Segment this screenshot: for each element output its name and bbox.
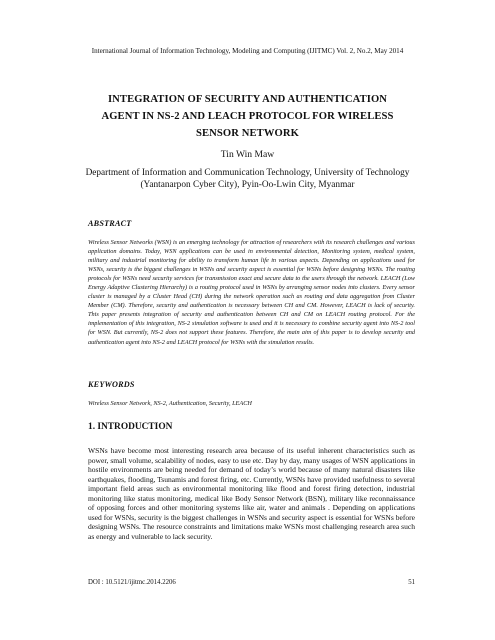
page-number: 51 bbox=[408, 579, 415, 586]
author-affiliation bbox=[82, 168, 413, 191]
footer-doi: DOI : 10.5121/ijitmc.2014.2206 bbox=[88, 579, 176, 586]
title-line-3: SENSOR NETWORK bbox=[196, 128, 299, 139]
abstract-heading: ABSTRACT bbox=[88, 219, 132, 228]
affiliation-line-1: Department of Information and Communication Technology, University of Technology bbox=[85, 168, 410, 178]
affiliation-line-2: (Yantanarpon Cyber City), Pyin-Oo-Lwin City, Myanmar bbox=[140, 179, 355, 190]
title-line-1: INTEGRATION OF SECURITY AND AUTHENTICATION bbox=[107, 94, 388, 105]
abstract-text: Wireless Sensor Networks (WSN) is an emerging technology for attraction of researchers with its research challenges and various application domains. Today, WSN applications can be used in environmental detection, Monitoring system, medical system, military and industrial monitoring for ability to transform human life in various aspects. Depending on applications used for WSNs, security is the biggest challenges in WSNs and security aspect is essential for WSNs before designing WSNs. The routing protocols for WSNs need security services for transmission exact and secure data to the users through the network. LEACH (Low Energy Adaptive Clustering Hierarchy) is a routing protocol used in WSNs by arranging sensor nodes into clusters. Every sensor cluster is managed by a Cluster Head (CH) during the network operation such as routing and data aggregation from Cluster Member (CM). Therefore, security and authentication is necessary between CH and CM. However, LEACH is lack of security. This paper presents integration of security and authentication between CH and CM on LEACH routing protocol. For the implementation of this integration, NS-2 simulation software is used and it is necessary to combine security agent into NS-2 tool for WSN. But currently, NS-2 does not support these features. Therefore, the main aim of this paper is to develop security and authentication agent into NS-2 and LEACH protocol for WSNs with the simulation results. bbox=[88, 239, 415, 346]
introduction-text: WSNs have become most interesting research area because of its useful inherent characteristics such as power, small volume, scalability of nodes, easy to use etc. Day by day, many usages of WSN applications in hostile environments are being needed for demand of today’s world because of many natural disasters like earthquakes, flooding, Tsunamis and forest firing, etc. Currently, WSNs have provided usefulness to several important field areas such as environmental monitoring like flood and forest firing detection, industrial monitoring like status monitoring, medical like Body Sensor Network (BSN), military like reconnaissance of opposing forces and other monitoring systems like air, water and animals . Depending on applications used for WSNs, security is the biggest challenges in WSNs and security aspect is essential for WSNs before designing WSNs. The resource constraints and limitations make WSNs most challenging research area such as energy and vulnerable to lack security. bbox=[88, 446, 415, 541]
keywords-heading: KEYWORDS bbox=[88, 380, 135, 389]
keywords-text: Wireless Sensor Network, NS-2, Authentication, Security, LEACH bbox=[88, 400, 252, 407]
introduction-heading: 1. INTRODUCTION bbox=[88, 422, 173, 432]
author-name: Tin Win Maw bbox=[220, 149, 275, 160]
title-line-2: AGENT IN NS-2 AND LEACH PROTOCOL FOR WIRELESS bbox=[101, 111, 394, 122]
journal-header: International Journal of Information Technology, Modeling and Computing (IJITMC) Vol. 2, No.2, May 2014 bbox=[91, 47, 404, 55]
paper-title bbox=[62, 91, 433, 142]
